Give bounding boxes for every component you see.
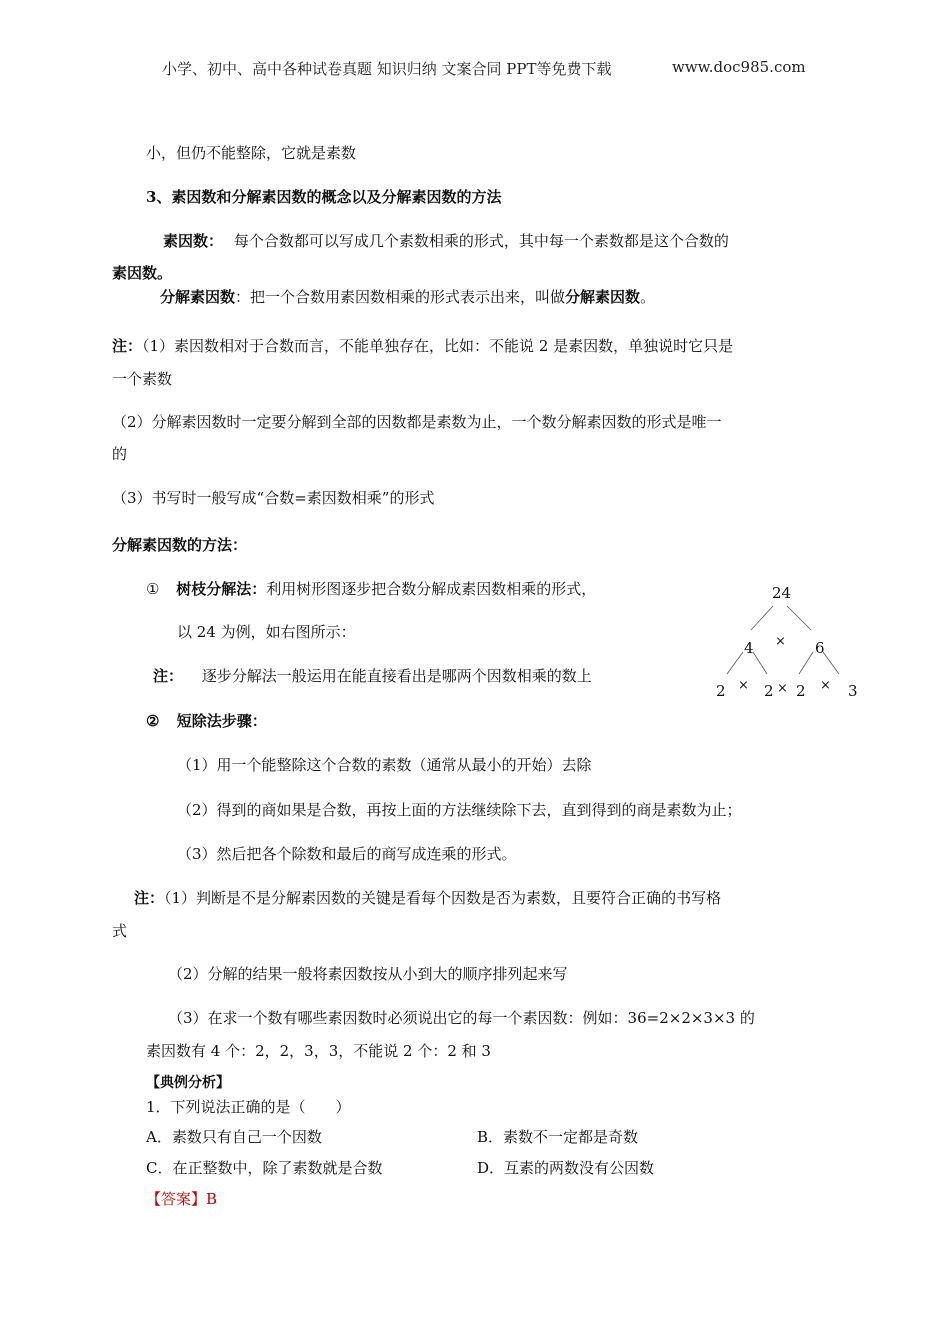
note2-3-line-a: （3）在求一个数有哪些素因数时必须说出它的每一个素因数：例如：36=2×2×3×3 的: [168, 1009, 755, 1027]
prime-factor-term: 素因数: [163, 232, 209, 250]
header-text: 小学、初中、高中各种试卷真题 知识归纳 文案合同 PPT等免费下载: [162, 60, 612, 78]
method2-line: [146, 710, 267, 731]
tree-leaf-2a: 2: [716, 682, 726, 700]
note-label: 注：: [112, 337, 143, 355]
note2-label: 注：: [134, 889, 165, 907]
method2-number: ②: [146, 712, 160, 730]
tree-node-4: 4: [744, 639, 754, 657]
method1-note-label: 注：: [153, 667, 184, 685]
option-b: B．素数不一定都是奇数: [477, 1128, 639, 1146]
note1-line-a: [112, 335, 733, 356]
note2-line-a: （2）分解素因数时一定要分解到全部的因数都是素数为止，一个数分解素因数的形式是唯一: [112, 413, 722, 431]
tree-branch-left-left: [727, 652, 743, 674]
decompose-def: 把一个合数用素因数相乘的形式表示出来，叫做: [250, 288, 566, 306]
answer-value: B: [206, 1190, 218, 1208]
method2-title: 短除法步骤：: [176, 712, 267, 730]
note1-text-a: （1）素因数相对于合数而言，不能单独存在，比如：不能说 2 是素因数，单独说时它只是: [142, 337, 734, 355]
decompose-term: 分解素因数: [160, 288, 236, 306]
note2-1-text-a: （1）判断是不是分解素因数的关键是看每个因数是否为素数，且要符合正确的书写格: [164, 889, 722, 907]
step1-line: （1）用一个能整除这个合数的素数（通常从最小的开始）去除: [177, 756, 592, 774]
methods-title: 分解素因数的方法：: [112, 536, 248, 554]
tree-node-6: 6: [815, 639, 825, 657]
method1-note: [153, 665, 592, 686]
method1-note-text: 逐步分解法一般运用在能直接看出是哪两个因数相乘的数上: [201, 667, 592, 685]
tree-times-mid: ×: [777, 681, 788, 696]
tree-leaf-2b: 2: [764, 682, 774, 700]
note2-1-line-b: 式: [112, 922, 128, 940]
tree-branch-left-right: [753, 652, 767, 674]
prime-factor-definition: [163, 230, 729, 251]
answer-line: [146, 1188, 217, 1209]
note2-1-line-a: [134, 887, 721, 908]
tree-times-right: ×: [820, 678, 831, 693]
tree-times-left: ×: [738, 678, 749, 693]
prime-factor-colon: ：: [208, 232, 224, 250]
note2-2-line: （2）分解的结果一般将素因数按从小到大的顺序排列起来写: [168, 965, 568, 983]
tree-branch-right-left: [799, 652, 813, 674]
option-a: A．素数只有自己一个因数: [146, 1128, 322, 1146]
step2-line: （2）得到的商如果是合数，再按上面的方法继续除下去，直到得到的商是素数为止；: [177, 801, 742, 819]
decompose-end: 。: [640, 288, 656, 306]
option-c: C．在正整数中，除了素数就是合数: [146, 1159, 383, 1177]
method1-example: 以 24 为例，如右图所示：: [177, 623, 356, 641]
decompose-term-2: 分解素因数: [565, 288, 641, 306]
tree-leaf-3: 3: [848, 682, 858, 700]
example-section-label: 【典例分析】: [146, 1075, 230, 1091]
answer-label: 【答案】: [146, 1190, 207, 1208]
decompose-definition: [160, 286, 655, 307]
note1-line-b: 一个素数: [112, 370, 173, 388]
method1-number: ①: [146, 580, 160, 598]
note2-line-b: 的: [112, 445, 128, 463]
tree-root-24: 24: [772, 584, 792, 602]
continued-line: 小，但仍不能整除，它就是素数: [146, 144, 357, 162]
tree-leaf-2c: 2: [796, 682, 806, 700]
method1-desc: 利用树形图逐步把合数分解成素因数相乘的形式，: [266, 580, 597, 598]
prime-factor-def: 每个合数都可以写成几个素数相乘的形式，其中每一个素数都是这个合数的: [233, 232, 729, 250]
tree-branch-right-right: [823, 652, 839, 674]
tree-branch-root-right: [787, 606, 811, 630]
tree-times-top: ×: [775, 634, 786, 649]
option-d: D．互素的两数没有公因数: [477, 1159, 655, 1177]
method1-line: [146, 578, 596, 599]
section3-title: 3、素因数和分解素因数的概念以及分解素因数的方法: [146, 188, 502, 206]
header-url: www.doc985.com: [672, 58, 806, 76]
note3-line: （3）书写时一般写成“合数=素因数相乘”的形式: [112, 489, 435, 507]
step3-line: （3）然后把各个除数和最后的商写成连乘的形式。: [177, 845, 517, 863]
question-text: 1．下列说法正确的是（ ）: [146, 1098, 351, 1116]
note2-3-line-b: 素因数有 4 个：2，2，3，3，不能说 2 个：2 和 3: [146, 1042, 491, 1060]
method1-title: 树枝分解法：: [176, 580, 267, 598]
tree-branch-root-left: [751, 606, 773, 630]
prime-factor-def-end: 素因数。: [112, 264, 173, 282]
decompose-colon: ：: [235, 288, 251, 306]
